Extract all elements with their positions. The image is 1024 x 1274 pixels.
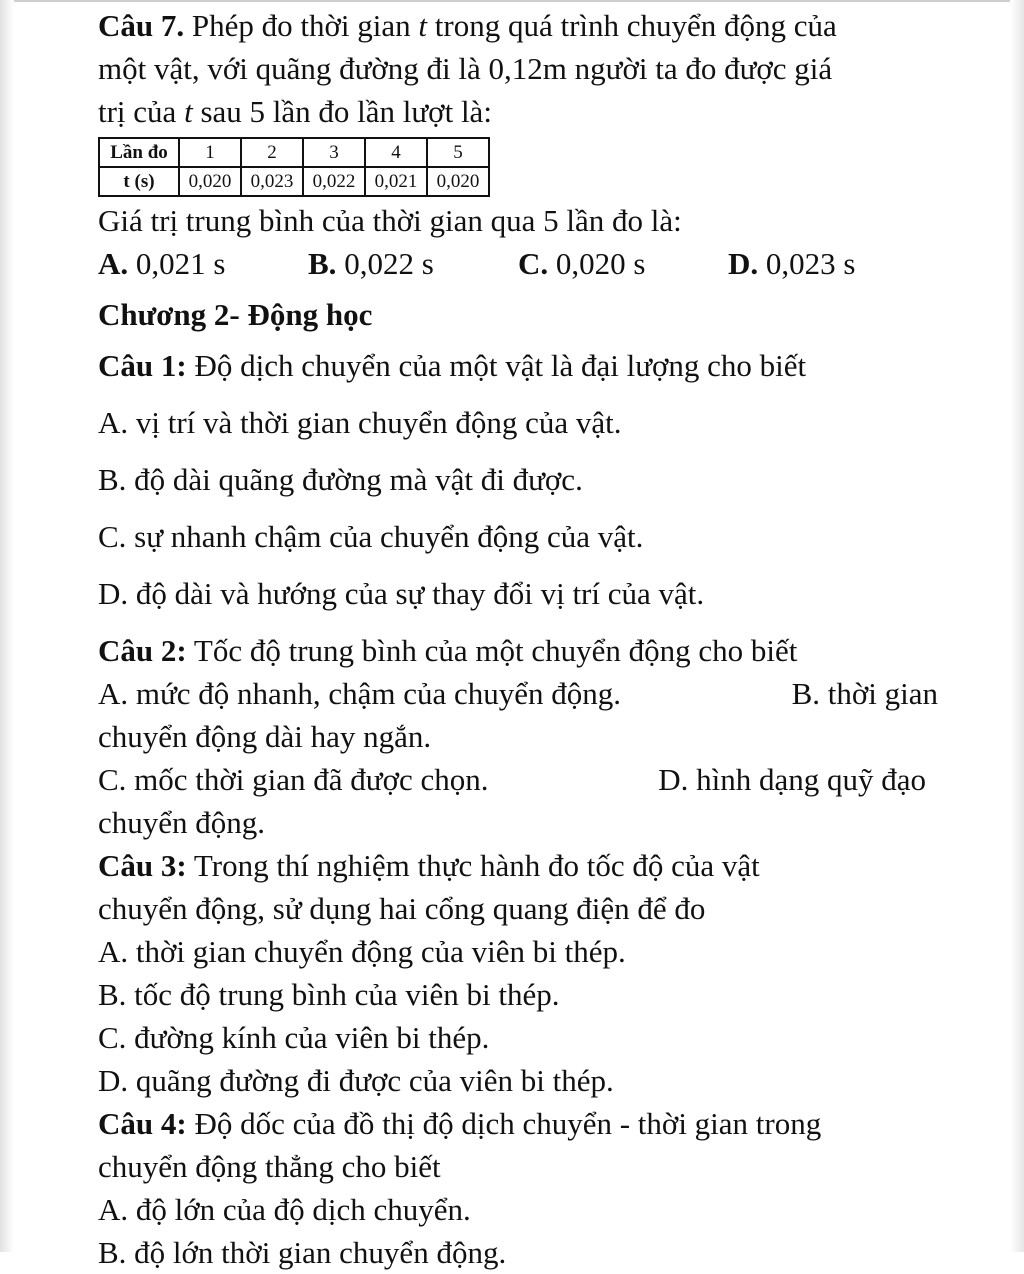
table-header-cell: 4 (365, 138, 427, 167)
q7-option-c: C. 0,020 s (518, 246, 646, 281)
table-cell: 0,023 (241, 167, 303, 196)
q4-label: Câu 4: (98, 1106, 187, 1141)
q7-options (98, 242, 978, 285)
q2-option-b: B. thời gian (791, 676, 938, 711)
q3-option-b: B. tốc độ trung bình của viên bi thép. (98, 977, 560, 1012)
table-header-cell: 2 (241, 138, 303, 167)
table-row-label: t (s) (99, 167, 179, 196)
table-value-row (99, 167, 489, 196)
q3-option-c: C. đường kính của viên bi thép. (98, 1020, 490, 1055)
q1-option-c: C. sự nhanh chậm của chuyển động của vật. (98, 519, 644, 554)
q3-option-a: A. thời gian chuyển động của viên bi thép. (98, 934, 626, 969)
q4-option-b: B. độ lớn thời gian chuyển động. (98, 1235, 507, 1270)
q7-option-d: D. 0,023 s (728, 246, 856, 281)
q7-line-3: trị của t sau 5 lần đo lần lượt là: (98, 94, 492, 129)
q7-stem-2: Giá trị trung bình của thời gian qua 5 lần đo là: (98, 203, 682, 238)
table-header-cell: 3 (303, 138, 365, 167)
q4-stem-2: chuyển động thẳng cho biết (98, 1149, 441, 1184)
document-page (98, 4, 978, 1274)
q1-label: Câu 1: (98, 348, 187, 383)
q3-stem-2: chuyển động, sử dụng hai cổng quang điện để đo (98, 891, 706, 926)
q7-option-b: B. 0,022 s (308, 246, 434, 281)
q2-option-d: D. hình dạng quỹ đạo (658, 762, 926, 797)
q2-option-b-cont: chuyển động dài hay ngắn. (98, 719, 432, 754)
q2-option-c: C. mốc thời gian đã được chọn. (98, 762, 489, 797)
right-page-shadow (1010, 0, 1024, 1252)
chapter-heading: Chương 2- Động học (98, 297, 373, 332)
q4-option-a: A. độ lớn của độ dịch chuyển. (98, 1192, 471, 1227)
table-cell: 0,020 (427, 167, 489, 196)
q2-option-d-cont: chuyển động. (98, 805, 266, 840)
table-header-cell: 5 (427, 138, 489, 167)
q7-measurement-table (98, 137, 490, 197)
table-cell: 0,020 (179, 167, 241, 196)
q3-label: Câu 3: (98, 848, 187, 883)
q7-line-1: Câu 7. Phép đo thời gian t trong quá trình chuyển động của (98, 8, 837, 43)
table-cell: 0,021 (365, 167, 427, 196)
q3-option-d: D. quãng đường đi được của viên bi thép. (98, 1063, 614, 1098)
q3-stem: Câu 3: Trong thí nghiệm thực hành đo tốc độ của vật (98, 848, 760, 883)
q1-option-a: A. vị trí và thời gian chuyển động của vật. (98, 405, 622, 440)
q2-stem: Câu 2: Tốc độ trung bình của một chuyển động cho biết (98, 633, 798, 668)
q7-line-2: một vật, với quãng đường đi là 0,12m người ta đo được giá (98, 51, 833, 86)
q2-option-a: A. mức độ nhanh, chậm của chuyển động. (98, 676, 621, 711)
table-cell: 0,022 (303, 167, 365, 196)
left-page-shadow (0, 0, 14, 1252)
table-header-row (99, 138, 489, 167)
q2-options-ab (98, 672, 938, 715)
q1-option-b: B. độ dài quãng đường mà vật đi được. (98, 462, 583, 497)
table-header-label: Lần đo (99, 138, 179, 167)
q1-stem: Câu 1: Độ dịch chuyển của một vật là đại lượng cho biết (98, 348, 807, 383)
table-header-cell: 1 (179, 138, 241, 167)
q7-option-a: A. 0,021 s (98, 246, 226, 281)
q7-label: Câu 7. (98, 8, 185, 43)
q7-variable-t: t (418, 8, 428, 43)
q4-stem: Câu 4: Độ dốc của đồ thị độ dịch chuyển - thời gian trong (98, 1106, 822, 1141)
q2-options-cd (98, 758, 926, 801)
top-border (0, 0, 1024, 2)
q1-option-d: D. độ dài và hướng của sự thay đổi vị trí của vật. (98, 576, 705, 611)
q2-label: Câu 2: (98, 633, 187, 668)
